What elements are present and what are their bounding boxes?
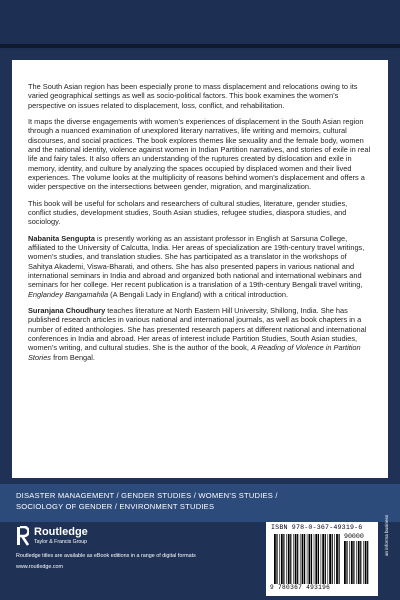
barcode-bar <box>311 534 312 584</box>
barcode-bar <box>336 534 338 584</box>
barcode-bar <box>349 541 350 584</box>
barcode-bar <box>321 534 322 584</box>
blurb-paragraph-3: This book will be useful for scholars and researchers of cultural studies, literature, gender studies, conflict studies, development studies, South Asian studies, refugee studies, diaspora studies, and sociology. <box>28 198 348 227</box>
blurb-panel <box>12 60 388 478</box>
publisher-website[interactable]: www.routledge.com <box>16 564 64 570</box>
barcode-bar <box>283 534 284 584</box>
barcode-bar <box>286 534 287 584</box>
author-work-1: Englandey Bangamahila <box>28 289 109 299</box>
subject-line-2: SOCIOLOGY OF GENDER / ENVIRONMENT STUDIES <box>16 502 215 511</box>
ebook-note: Routledge titles are available as eBook editions in a range of digital formats <box>16 553 196 559</box>
barcode-bar <box>356 541 357 584</box>
barcode-bar <box>295 534 297 584</box>
barcode-bar <box>325 534 326 584</box>
isbn-label: ISBN 978-0-367-49319-6 <box>271 524 363 531</box>
barcode-bar <box>360 541 361 584</box>
barcode-bar <box>314 534 315 584</box>
barcode-bar <box>332 534 333 584</box>
author-bio-2 <box>28 306 372 362</box>
barcode-bar <box>322 534 324 584</box>
barcode-bar <box>318 534 319 584</box>
barcode-bar <box>274 534 276 584</box>
barcode-bar <box>290 534 291 584</box>
author-bio-2-end: from Bengal. <box>51 352 95 362</box>
author-bio-2-text: teaches literature at North Eastern Hill University, Shillong, India. She has published research articles in various national and international journals, as well as book chapters in a number of edited anthologies. She has presented research papers at different national and international conferences in India and abroad. Her areas of interest include Partition Studies, South Asian studies, women’s writing, and cultural studies. She is the author of the book, <box>28 305 367 353</box>
barcode-bar <box>367 541 368 584</box>
barcode-bar <box>288 534 290 584</box>
barcode-digits: 9 780367 493196 <box>270 584 331 591</box>
author-bio-1 <box>28 234 372 299</box>
informa-side-text: an informa business <box>384 514 389 556</box>
barcode-bar <box>315 534 317 584</box>
top-stripe <box>0 44 400 48</box>
barcode-icon <box>274 534 340 584</box>
barcode-bar <box>363 541 364 584</box>
author-bio-1-text: is presently working as an assistant professor in English at Sarsuna College, affiliated to the University of Calcutta, India. Her areas of specialization are 19th-century travel writings, women’s studies, and translation studies. She has participated as a translator in the workshops of Sahitya Akademi, Viswa-Bharati, and others. She has also presented papers in various national and international seminars in India and abroad and organized both national and international webinars and seminars for her college. Her recent publication is a translation of a 19th-century Bengali travel writing, <box>28 233 365 290</box>
barcode-bar <box>334 534 335 584</box>
barcode-bar <box>304 534 305 584</box>
barcode-bar <box>302 534 304 584</box>
routledge-mark-icon <box>16 526 29 546</box>
author-bio-1-end: (A Bengali Lady in England) with a critical introduction. <box>108 289 289 299</box>
barcode-bar <box>353 541 354 584</box>
subject-line-1: DISASTER MANAGEMENT / GENDER STUDIES / WOMEN’S STUDIES / <box>16 491 278 500</box>
barcode-bar <box>346 541 347 584</box>
barcode-bar <box>328 534 329 584</box>
top-band <box>0 0 400 50</box>
publisher-name: Routledge <box>34 525 88 538</box>
barcode-bar <box>307 534 308 584</box>
barcode-addon-icon <box>344 541 370 584</box>
barcode-bar <box>293 534 294 584</box>
barcode-bar <box>329 534 331 584</box>
barcode-bar <box>339 534 340 584</box>
barcode-bar <box>351 541 353 584</box>
blurb-paragraph-2: It maps the diverse engagements with women’s experiences of displacement in the South Asian region through a nuanced examination of unexplored literary narratives, life writing and memoirs, cultural discourses, and social practices. The book explores themes like sexuality and the female body, women and the national identity, violence against women in Indian Partition narratives, and stories of exile in real life and fairy tales. It also offers an understanding of the ruptures created by dislocation and exile in memory, identity, and culture by analyzing the spaces occupied by displaced women and their lived experiences. The volume looks at the multiplicity of reasons behind women’s displacement and offers a wider perspective on the intersections between gender, migration, and marginalization. <box>28 116 371 192</box>
barcode-box <box>266 522 378 596</box>
barcode-bar <box>297 534 298 584</box>
barcode-bar <box>300 534 301 584</box>
author-work-2: A Reading of Violence in Partition Stories <box>28 343 361 362</box>
barcode-bar <box>365 541 367 584</box>
barcode-addon-number: 90000 <box>344 533 364 540</box>
publisher-group: Taylor & Francis Group <box>34 538 88 545</box>
author-name-1: Nabanita Sengupta <box>28 233 95 243</box>
blurb-paragraph-1: The South Asian region has been especially prone to mass displacement and relocations owing to its varied geographical settings as well as socio-political factors. This book examines the women’s perspective on issues related to displacement, loss, conflict, and rehabilitation. <box>28 82 358 110</box>
barcode-bar <box>281 534 283 584</box>
publisher-logo <box>16 526 88 546</box>
barcode-bar <box>279 534 280 584</box>
barcode-bar <box>358 541 360 584</box>
barcode-bar <box>309 534 311 584</box>
barcode-bar <box>344 541 346 584</box>
barcode-bar <box>276 534 277 584</box>
author-name-2: Suranjana Choudhury <box>28 305 106 315</box>
subject-band <box>0 484 400 522</box>
